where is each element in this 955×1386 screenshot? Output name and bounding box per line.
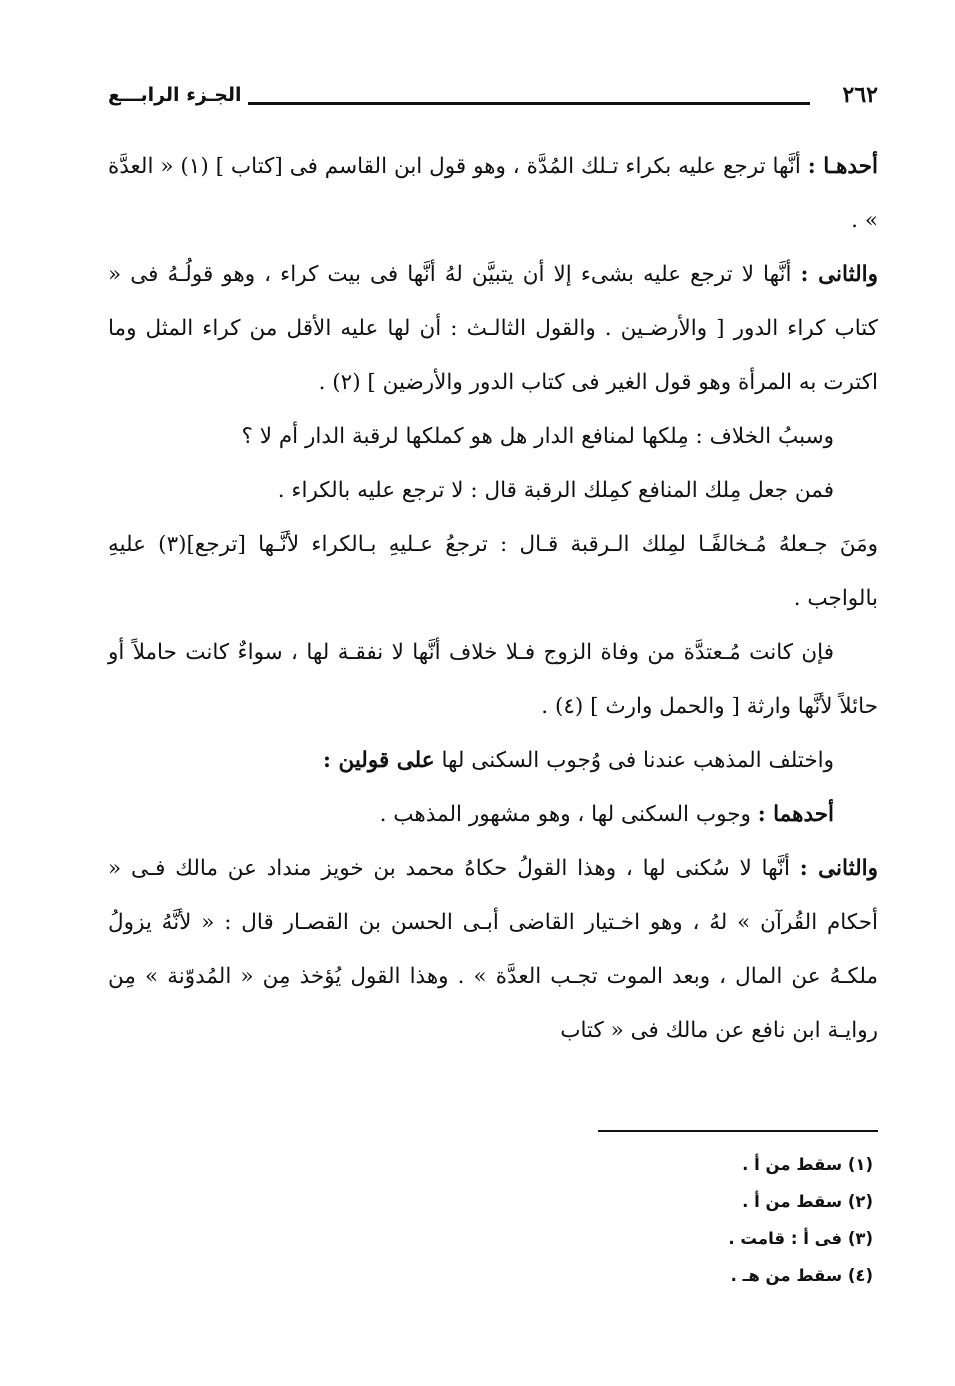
page-header [108, 82, 878, 122]
volume-title: الجـزء الرابـــع [108, 84, 242, 106]
paragraph-second-view [108, 518, 878, 626]
paragraph-lead: أحدهما : [757, 802, 834, 827]
paragraph-text: وسببُ الخلاف : مِلكها لمنافع الدار هل هو كملكها لرقبة الدار أم لا ؟ [241, 424, 834, 449]
paragraph-lead: والثانى : [799, 856, 878, 881]
paragraph-text: أنَّها لا سُكنى لها ، وهذا القولُ حكاهُ محمد بن خويز منداد عن مالك فـى « أحكام القُرآن » لهُ ، وهو اخـتيار القاضى أبـى الحسن بن القصـار قال : « لأنَّهُ يزولُ ملكـهُ عن المال ، وبعد الموت تجـب العدَّة » . وهذا القول يُؤخذ مِن « المُدوّنة » مِن روايـة ابن نافع عن مالك فى « كتاب [108, 856, 878, 1043]
footnote-item: (١) سقط من أ . [742, 1155, 873, 1174]
paragraph-text: أنَّها ترجع عليه بكراء تـلك المُدَّة ، وهو قول ابن القاسم فى [كتاب ] (١) « العدَّة » . [108, 154, 878, 233]
paragraph-text: أنَّها لا ترجع عليه بشىء إلا أن يتبيَّن لهُ أنَّها فى بيت كراء ، وهو قولُـهُ فى « كتاب كراء الدور [ والأرضـين . والقول الثالـث : أن لها عليه الأقل من كراء المثل وما اكترت به المرأة وهو قول الغير فى كتاب الدور والأرضين ] (٢) . [108, 262, 878, 395]
footnote-rule [598, 1130, 878, 1132]
paragraph-text: ومَنَ جـعلهُ مُـخالفًـا لمِلك الـرقبة قـال : ترجعُ عـليهِ بـالكراء لأنَّـها [ترجع](٣) عليهِ بالواجب . [108, 532, 878, 611]
paragraph-first-view [108, 464, 878, 518]
paragraph-text: وجوب السكنى لها ، وهو مشهور المذهب . [379, 802, 758, 827]
footnote-item: (٢) سقط من أ . [742, 1192, 873, 1211]
paragraph-text: فإن كانت مُـعتدَّة من وفاة الزوج فـلا خلاف أنَّها لا نفقـة لها ، سواءٌ كانت حاملاً أو حائلاً لأنَّها وارثة [ والحمل وارث ] (٤) . [108, 640, 878, 719]
paragraph-second-opinion [108, 248, 878, 410]
header-rule [248, 102, 810, 105]
page-number: ٢٦٢ [842, 82, 878, 108]
paragraph-first-opinion [108, 140, 878, 248]
paragraph-reason-of-disagreement [108, 410, 878, 464]
footnotes [373, 1146, 873, 1294]
paragraph-school-disagreement [108, 734, 878, 788]
paragraph-lead: والثانى : [800, 262, 878, 287]
paragraph-text: فمن جعل مِلك المنافع كمِلك الرقبة قال : لا ترجع عليه بالكراء . [277, 478, 834, 503]
paragraph-first-of-two [108, 788, 878, 842]
footnote-item: (٣) فى أ : قامت . [728, 1229, 873, 1248]
footnote-item: (٤) سقط من هـ . [730, 1266, 873, 1285]
paragraph-widow-case [108, 626, 878, 734]
paragraph-tail: على قولين : [323, 748, 435, 773]
paragraph-text: واختلف المذهب عندنا فى وُجوب السكنى لها [434, 748, 834, 773]
body-text [108, 140, 878, 1058]
paragraph-lead: أحدهـا : [807, 154, 878, 179]
paragraph-second-of-two [108, 842, 878, 1058]
